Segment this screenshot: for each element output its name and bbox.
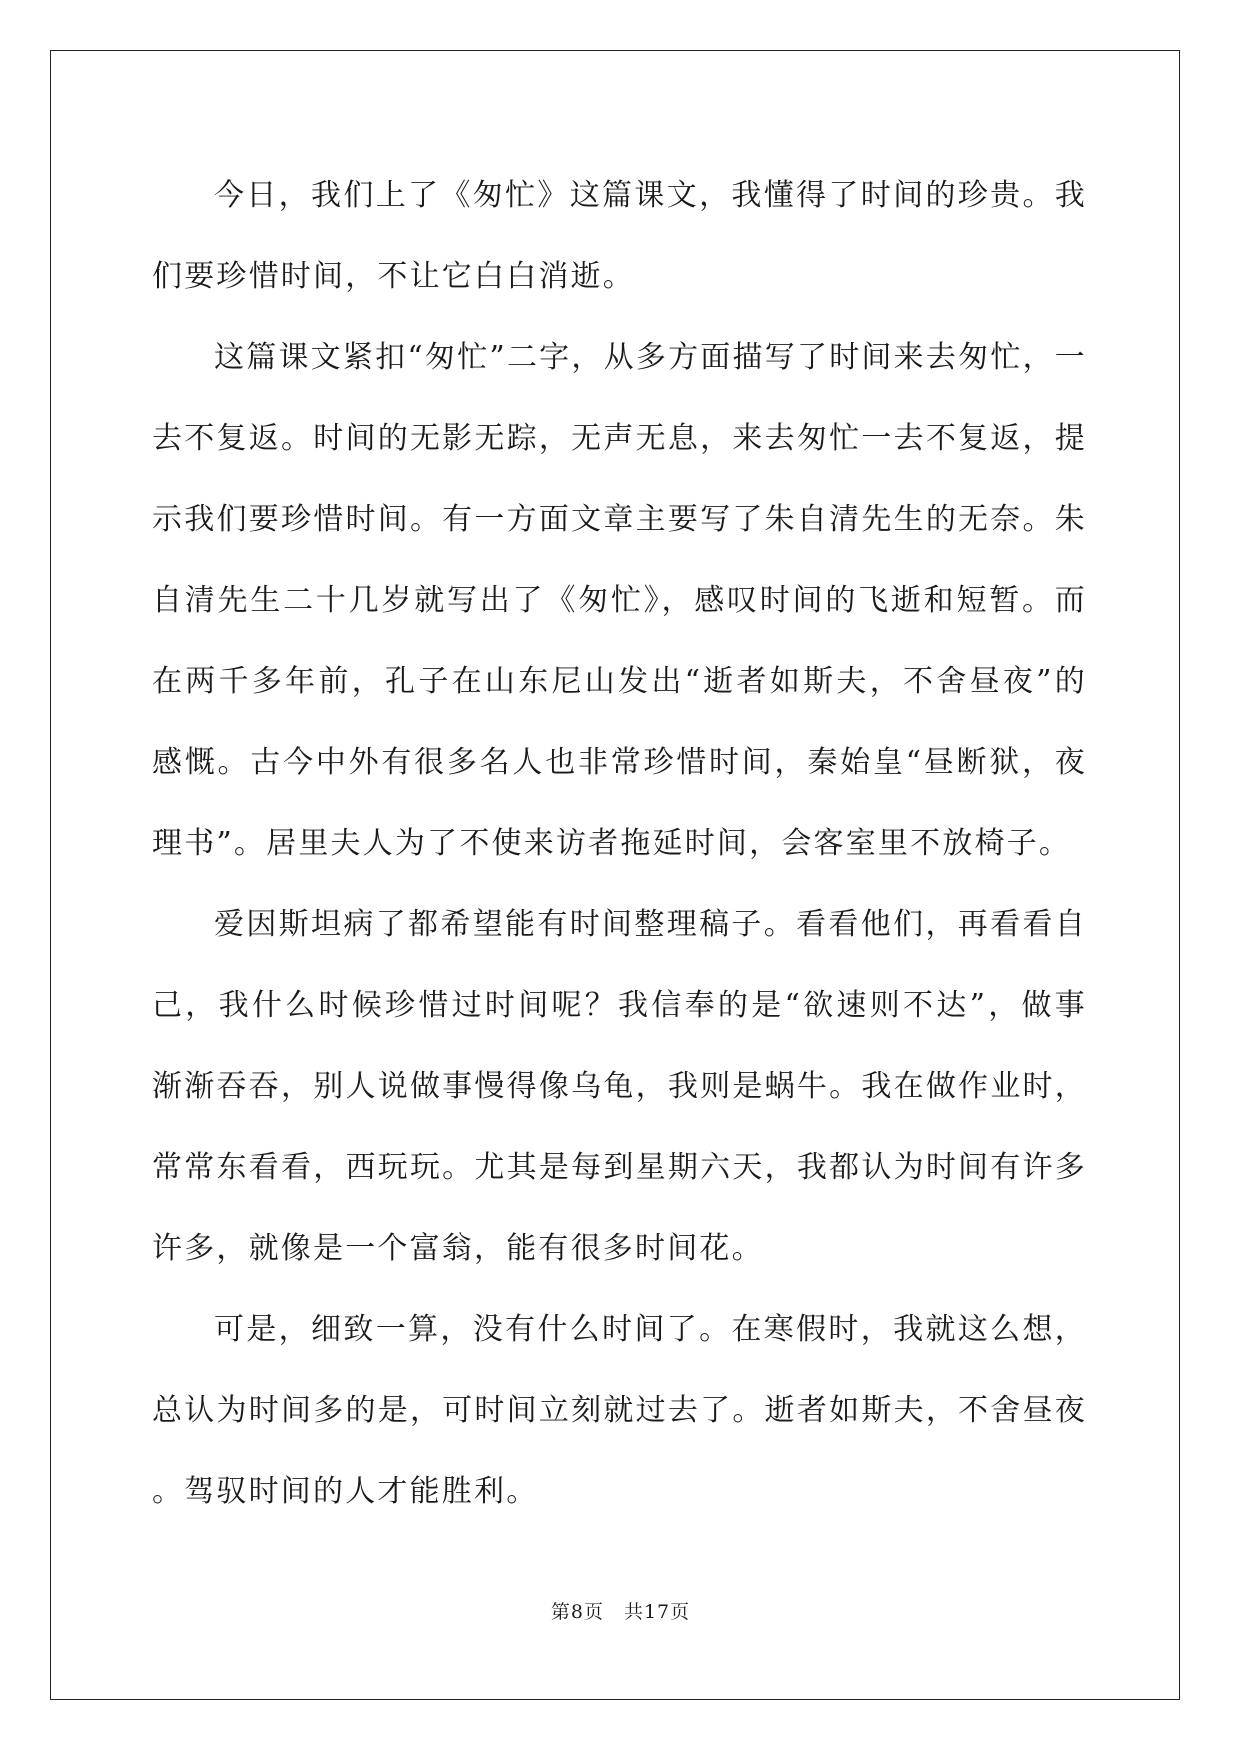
paragraph-1: 今日，我们上了《匆忙》这篇课文，我懂得了时间的珍贵。我们要珍惜时间，不让它白白消逝。 [152,178,1087,294]
paragraph-4: 可是，细致一算，没有什么时间了。在寒假时，我就这么想，总认为时间多的是，可时间立刻就过去了。逝者如斯夫，不舍昼夜。驾驭时间的人才能胜利。 [152,1312,1087,1509]
page-number: 第8页 [550,1601,604,1623]
page-total: 共17页 [623,1601,691,1623]
paragraph-2: 这篇课文紧扣“匆忙”二字，从多方面描写了时间来去匆忙，一去不复返。时间的无影无踪，无声无息，来去匆忙一去不复返，提示我们要珍惜时间。有一方面文章主要写了朱自清先生的无奈。朱自清先生二十几岁就写出了《匆忙》，感叹时间的飞逝和短暂。而在两千多年前，孔子在山东尼山发出“逝者如斯夫，不舍昼夜”的感慨。古今中外有很多名人也非常珍惜时间，秦始皇“昼断狱，夜理书”。居里夫人为了不使来访者拖延时间，会客室里不放椅子。 [152,340,1087,861]
page-footer [0,1597,1241,1624]
document-body [152,155,1087,1532]
paragraph-3: 爱因斯坦病了都希望能有时间整理稿子。看看他们，再看看自己，我什么时候珍惜过时间呢？我信奉的是“欲速则不达”，做事渐渐吞吞，别人说做事慢得像乌龟，我则是蜗牛。我在做作业时，常常东看看，西玩玩。尤其是每到星期六天，我都认为时间有许多许多，就像是一个富翁，能有很多时间花。 [152,907,1087,1266]
